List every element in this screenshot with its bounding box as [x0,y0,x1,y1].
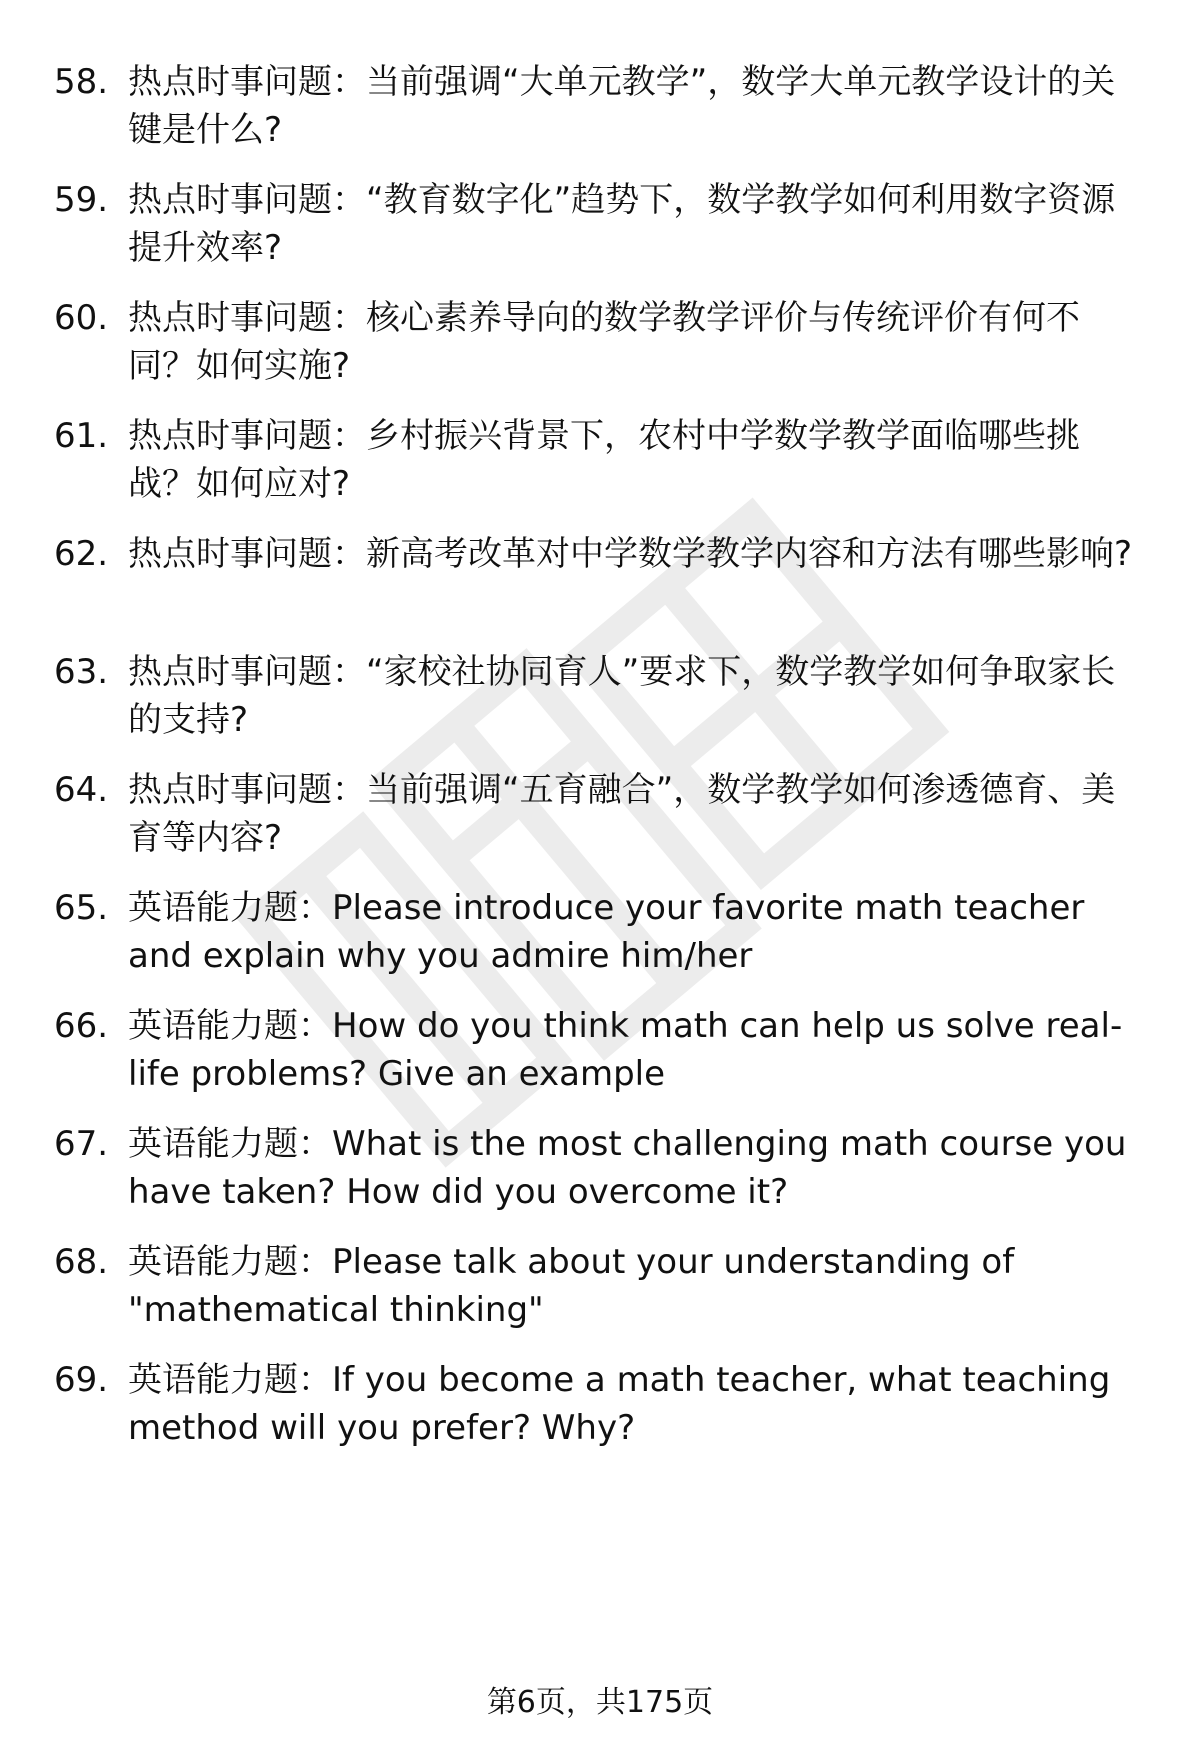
question-text: 英语能力题：How do you think math can help us solve real-life problems? Give an example [128,1006,1123,1094]
question-text: 英语能力题：Please introduce your favorite math teacher and explain why you admire him/her [128,888,1085,976]
page-number: 第6页，共175页 [486,1685,714,1720]
question-item [0,412,1200,522]
question-text: 热点时事问题：核心素养导向的数学教学评价与传统评价有何不同？如何实施? [128,298,1080,386]
question-number: 61. [54,416,109,456]
question-item [0,648,1200,758]
question-item [0,176,1200,286]
question-text: 热点时事问题：当前强调“大单元教学”，数学大单元教学设计的关键是什么? [128,62,1116,150]
question-item [0,58,1200,168]
question-number: 67. [54,1124,109,1164]
question-item [0,1356,1200,1466]
question-number: 66. [54,1006,109,1046]
question-text: 英语能力题：What is the most challenging math course you have taken? How did you overcome it? [128,1124,1127,1212]
question-text: 英语能力题：If you become a math teacher, what teaching method will you prefer? Why? [128,1360,1111,1448]
question-item [0,884,1200,994]
question-number: 62. [54,534,109,574]
question-item [0,766,1200,876]
question-text: 热点时事问题：“教育数字化”趋势下，数学教学如何利用数字资源提升效率? [128,180,1116,268]
question-text: 热点时事问题：当前强调“五育融合”，数学教学如何渗透德育、美育等内容? [128,770,1116,858]
question-number: 59. [54,180,109,220]
question-number: 60. [54,298,109,338]
question-text: 英语能力题：Please talk about your understanding of "mathematical thinking" [128,1242,1015,1330]
question-text: 热点时事问题：“家校社协同育人”要求下，数学教学如何争取家长的支持? [128,652,1116,740]
question-number: 58. [54,62,109,102]
question-number: 63. [54,652,109,692]
question-item [0,294,1200,404]
question-number: 68. [54,1242,109,1282]
question-number: 69. [54,1360,109,1400]
question-item [0,1238,1200,1348]
question-number: 64. [54,770,109,810]
question-text: 热点时事问题：乡村振兴背景下，农村中学数学教学面临哪些挑战？如何应对? [128,416,1080,504]
question-item [0,1120,1200,1230]
question-item [0,1002,1200,1112]
question-number: 65. [54,888,109,928]
question-text: 热点时事问题：新高考改革对中学数学教学内容和方法有哪些影响? [128,534,1133,574]
question-item [0,530,1200,640]
